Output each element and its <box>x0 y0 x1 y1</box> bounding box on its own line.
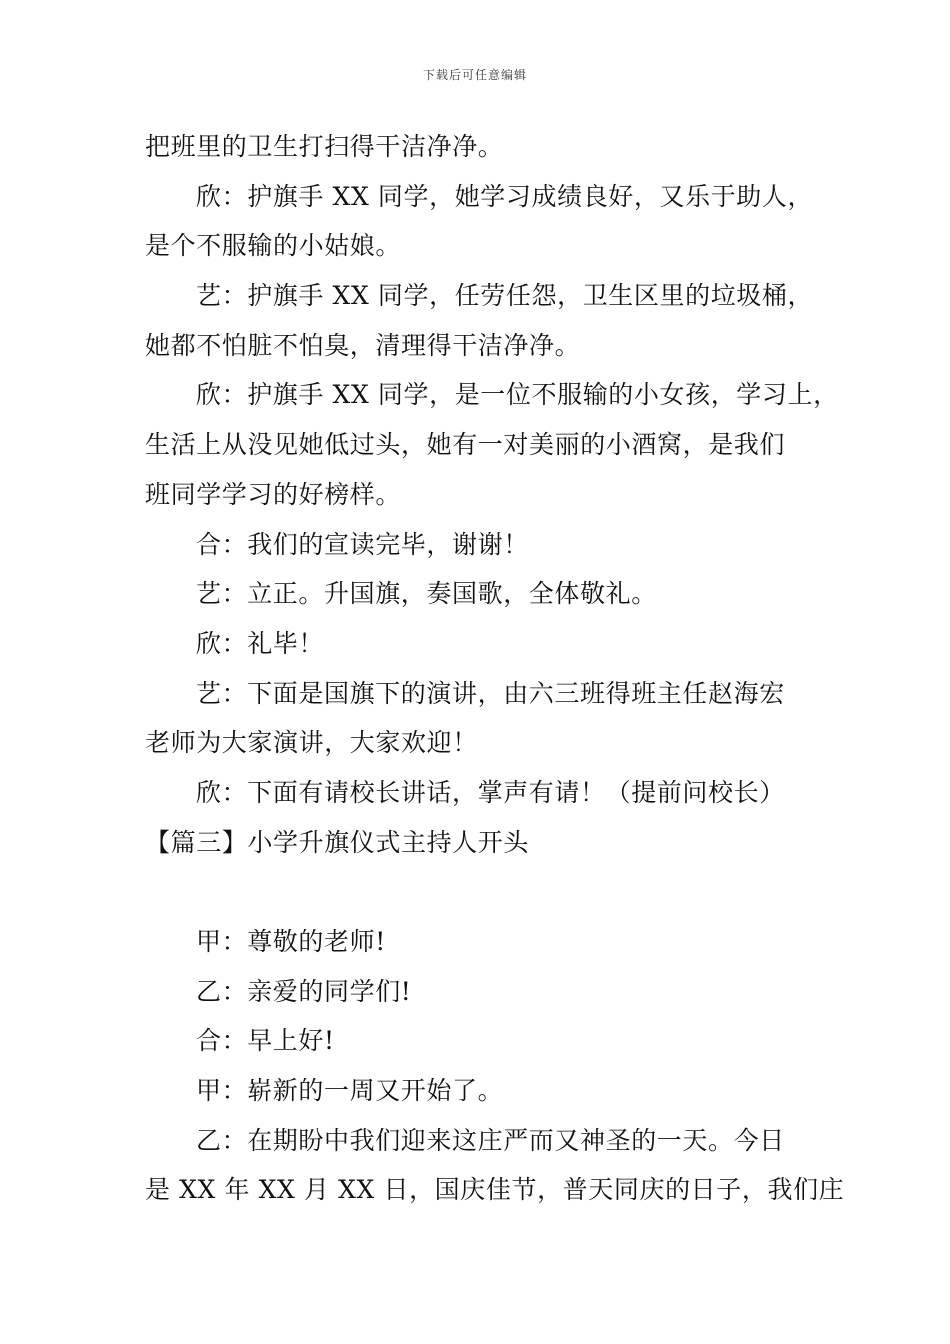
text-line: 欣：礼毕！ <box>196 628 325 658</box>
text-line: 合：早上好! <box>196 1026 335 1056</box>
text-line: 欣：护旗手 XX 同学，她学习成绩良好，又乐于助人， <box>196 181 814 211</box>
text-line: 生活上从没见她低过头，她有一对美丽的小酒窝，是我们 <box>145 430 786 460</box>
text-line: 乙：在期盼中我们迎来这庄严而又神圣的一天。今日 <box>196 1125 785 1155</box>
document-body <box>145 122 845 1215</box>
text-line: 艺：立正。升国旗，奏国歌，全体敬礼。 <box>196 579 657 609</box>
text-line: 是个不服输的小姑娘。 <box>145 231 402 261</box>
text-line: 是 XX 年 XX 月 XX 日，国庆佳节，普天同庆的日子，我们庄 <box>145 1175 845 1205</box>
text-line: 甲：崭新的一周又开始了。 <box>196 1076 504 1106</box>
text-line: 甲：尊敬的老师! <box>196 927 386 956</box>
text-line: 艺：下面是国旗下的演讲，由六三班得班主任赵海宏 <box>196 678 785 708</box>
blank-line <box>145 867 825 917</box>
text-line: 欣：护旗手 XX 同学，是一位不服输的小女孩，学习上， <box>196 380 839 410</box>
text-line: 合：我们的宣读完毕，谢谢！ <box>196 529 529 559</box>
text-line: 艺：护旗手 XX 同学，任劳任怨，卫生区里的垃圾桶， <box>196 281 814 311</box>
text-line: 她都不怕脏不怕臭，清理得干洁净净。 <box>145 330 581 360</box>
text-line: 把班里的卫生打扫得干洁净净。 <box>145 132 504 161</box>
page-header: 下载后可任意编辑 <box>422 68 527 82</box>
text-line: 乙：亲爱的同学们! <box>196 976 412 1006</box>
text-line: 欣：下面有请校长讲话，掌声有请！（提前问校长） <box>196 777 785 807</box>
text-line: 班同学学习的好榜样。 <box>145 479 402 509</box>
text-line: 老师为大家演讲，大家欢迎！ <box>145 728 478 758</box>
section-heading: 【篇三】小学升旗仪式主持人开头 <box>145 827 530 857</box>
